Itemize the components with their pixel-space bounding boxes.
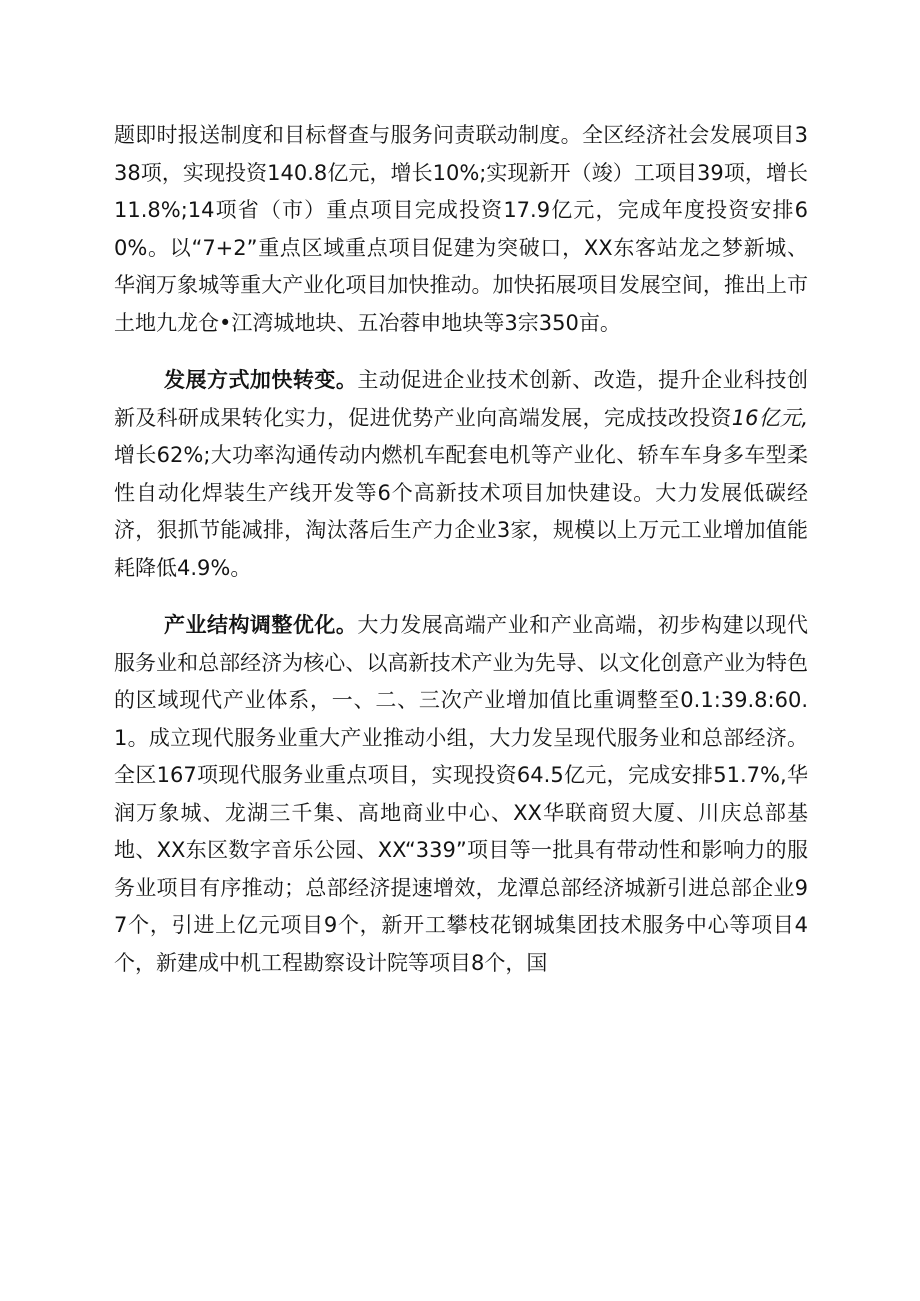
paragraph-development-mode — [114, 362, 808, 587]
paragraph-lead-heading: 产业结构调整优化。 — [164, 613, 358, 637]
paragraph-text: 大力发展高端产业和产业高端，初步构建以现代服务业和总部经济为核心、以高新技术产业为先导、以文化创意产业为特色的区域现代产业体系，一、二、三次产业增加值比重调整至0.1:39.8:60.1。成立现代服务业重大产业推动小组，大力发呈现代服务业和总部经济。全区167项现代服务业重点项目，实现投资64.5亿元，完成安排51.7%,华润万象城、龙湖三千集、高地商业中心、XX华联商贸大厦、川庆总部基地、XX东区数字音乐公园、XX“339”项目等一批具有带动性和影响力的服务业项目有序推动；总部经济提速增效，龙潭总部经济城新引进总部企业97个，引进上亿元项目9个，新开工攀枝花钢城集团技术服务中心等项目4个，新建成中机工程勘察设计院等项目8个，国 — [114, 613, 809, 975]
paragraph-text: 主动促进企业技术创新、改造，提升企业科技创新及科研成果转化实力，促进优势产业向高端发展，完成技改投资 — [114, 368, 809, 430]
paragraph-industrial-structure — [114, 607, 808, 982]
document-page — [114, 117, 808, 982]
paragraph-project-investment — [114, 117, 808, 342]
paragraph-text: 题即时报送制度和目标督查与服务问责联动制度。全区经济社会发展项目338项，实现投资140.8亿元，增长10%;实现新开（竣）工项目39项，增长11.8%;14项省（市）重点项目完成投资17.9亿元，完成年度投资安排60%。以“7+2”重点区域重点项目促建为突破口，XX东客站龙之梦新城、华润万象城等重大产业化项目加快推动。加快拓展项目发展空间，推出上市土地九龙仓•江湾城地块、五冶蓉申地块等3宗350亩。 — [114, 123, 808, 335]
paragraph-text-italic: 16亿元, — [731, 405, 808, 430]
paragraph-text: 增长62%;大功率沟通传动内燃机车配套电机等产业化、轿车车身多车型柔性自动化焊装生产线开发等6个高新技术项目加快建设。大力发展低碳经济，狠抓节能减排，淘汰落后生产力企业3家，规模以上万元工业增加值能耗降低4.9%。 — [114, 443, 808, 580]
paragraph-lead-heading: 发展方式加快转变。 — [164, 368, 358, 392]
